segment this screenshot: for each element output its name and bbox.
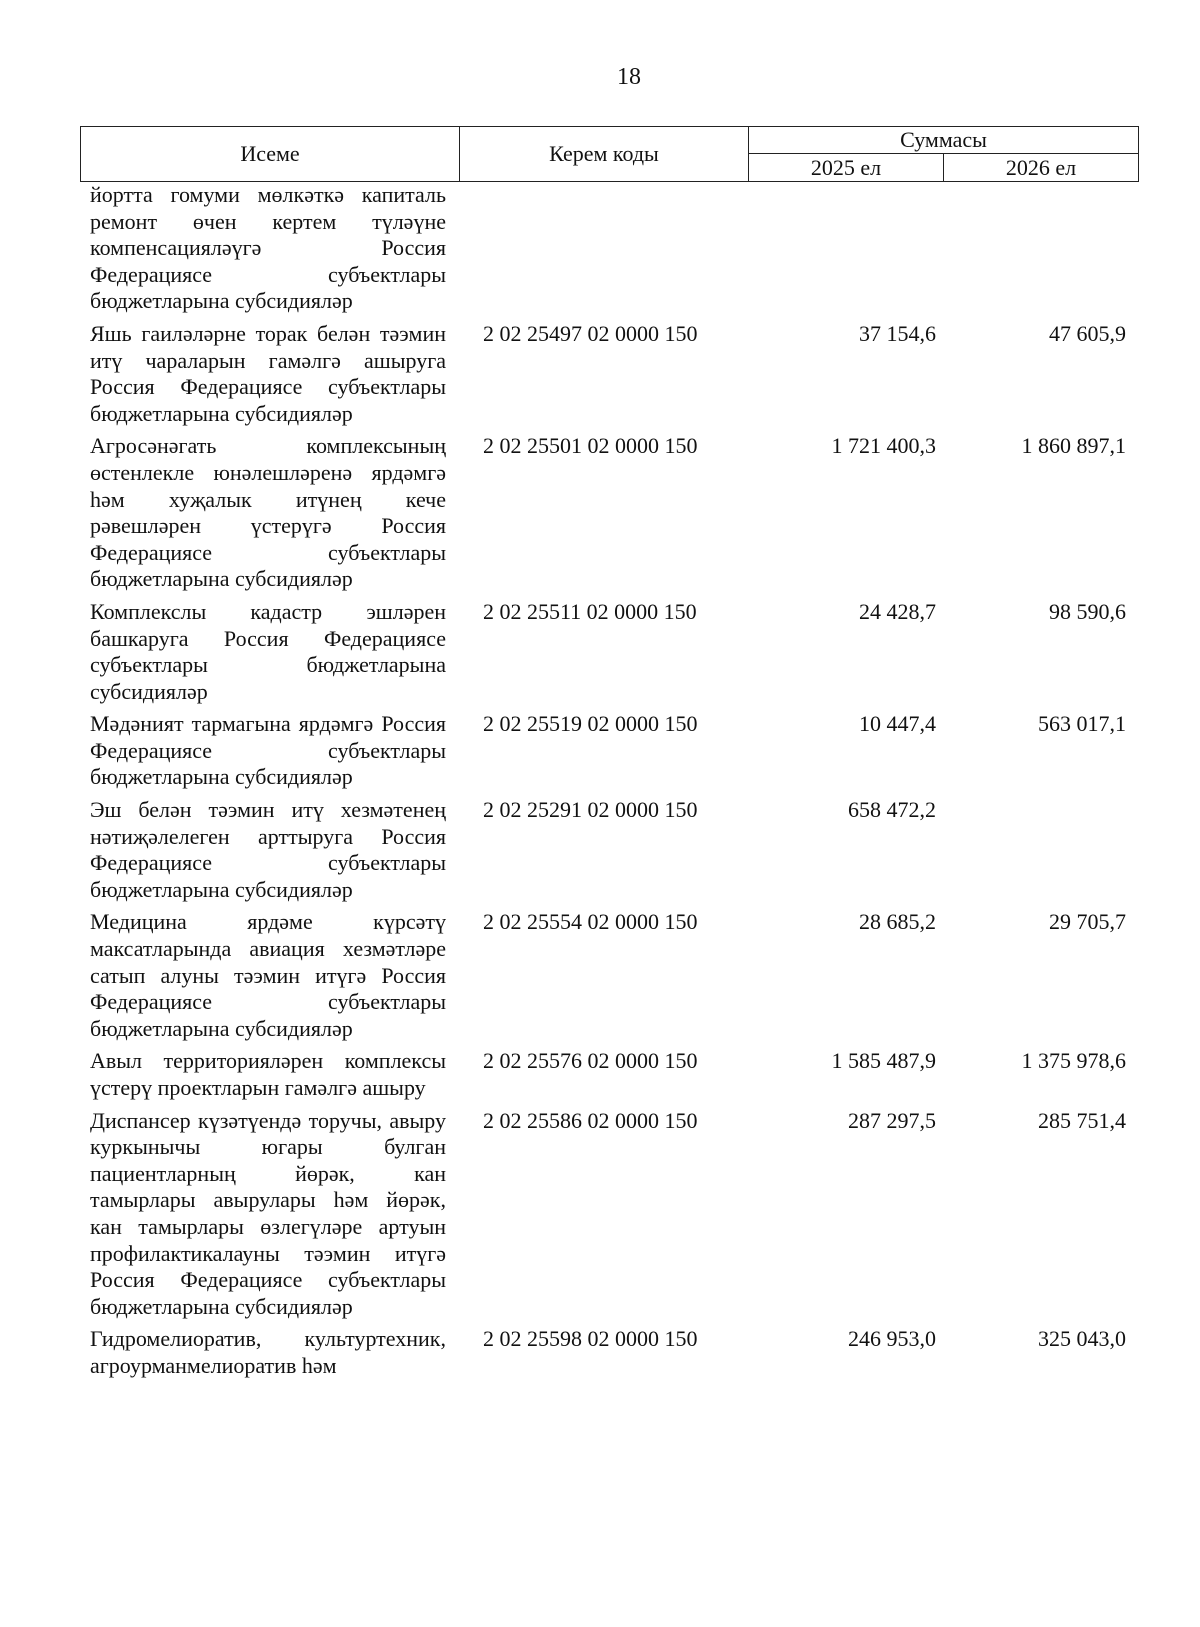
row-code: 2 02 25586 02 0000 150: [483, 1107, 698, 1133]
row-code: [446, 182, 746, 315]
page-number: 18: [617, 64, 641, 90]
row-value-2025: 10 447,4: [859, 711, 936, 737]
row-name: йортта гомуми мөлкәткә капиталь ремонт өчен кертем түләүне компенсацияләүгә Россия Федерациясе субъектлары бюджетларына субсидияләр: [90, 182, 446, 314]
row-name: Диспансер күзәтүендә торучы, авыру куркынычы югары булган пациентларның йөрәк, кан тамырлары авырулары һәм йөрәк, кан тамырлары өзлегүләре артуын профилактикалауны тәэмин итүгә Россия Федерациясе субъектлары бюджетларына субсидияләр: [90, 1107, 446, 1319]
row-value-2025: [746, 182, 936, 315]
row-name: Авыл территорияләрен комплексы үстерү проектларын гамәлгә ашыру: [90, 1048, 446, 1100]
row-value-2025: 37 154,6: [859, 320, 936, 346]
row-value-2025: 1 721 400,3: [831, 433, 936, 459]
row-value-2026: 98 590,6: [1049, 598, 1126, 624]
row-value-2026: 285 751,4: [1038, 1107, 1126, 1133]
row-name: Комплекслы кадастр эшләрен башкаруга Россия Федерациясе субъектлары бюджетларына субсидияләр: [90, 598, 446, 704]
row-value-2026: 325 043,0: [1038, 1326, 1126, 1352]
column-header-code: Керем коды: [460, 127, 749, 182]
row-value-2026: 1 375 978,6: [1021, 1048, 1126, 1074]
row-name: Гидромелиоратив, культуртехник, агроурманмелиоратив һәм: [90, 1326, 446, 1378]
column-header-2025: 2025 ел: [749, 154, 944, 182]
table-row: [80, 1108, 1139, 1321]
row-value-2026: 1 860 897,1: [1021, 433, 1126, 459]
row-code: 2 02 25598 02 0000 150: [483, 1326, 698, 1352]
row-value-2025: 287 297,5: [848, 1107, 936, 1133]
table-row: [80, 711, 1139, 791]
row-name: Эш белән тәэмин итү хезмәтенең нәтиҗәлелеген арттыруга Россия Федерациясе субъектлары бюджетларына субсидияләр: [90, 797, 446, 902]
row-code: 2 02 25519 02 0000 150: [483, 711, 698, 737]
row-code: 2 02 25501 02 0000 150: [483, 433, 698, 459]
row-name: Медицина ярдәме күрсәтү максатларында авиация хезмәтләре сатып алуны тәэмин итүгә Россия Федерациясе субъектлары бюджетларына субсидияләр: [90, 909, 446, 1041]
row-name: Яшь гаиләләрне торак белән тәэмин итү чараларын гамәлгә ашыруга Россия Федерациясе субъектлары бюджетларына субсидияләр: [90, 320, 446, 426]
table-row: [80, 321, 1139, 427]
row-name: Мәдәният тармагына ярдәмгә Россия Федерациясе субъектлары бюджетларына субсидияләр: [90, 711, 446, 790]
table-body: [80, 182, 1139, 1386]
row-value-2026: [936, 797, 1126, 903]
table-row: [80, 1048, 1139, 1101]
row-code: 2 02 25511 02 0000 150: [483, 598, 697, 624]
row-value-2025: 1 585 487,9: [831, 1048, 936, 1074]
row-value-2026: [936, 182, 1126, 315]
table-row: [80, 1326, 1139, 1379]
row-code: 2 02 25554 02 0000 150: [483, 909, 698, 935]
table-row: [80, 433, 1139, 593]
table-row: [80, 909, 1139, 1042]
row-name: Агросәнәгать комплексының өстенлекле юнәлешләренә ярдәмгә һәм хуҗалык итүнең кече рәвешләрен үстерүгә Россия Федерациясе субъектлары бюджетларына субсидияләр: [90, 433, 446, 592]
row-value-2026: 29 705,7: [1049, 909, 1126, 935]
row-value-2025: 28 685,2: [859, 909, 936, 935]
column-header-2026: 2026 ел: [944, 154, 1139, 182]
table-row: [80, 797, 1139, 903]
column-header-sum: Суммасы: [749, 127, 1139, 154]
row-value-2025: 246 953,0: [848, 1326, 936, 1352]
table-row: [80, 599, 1139, 705]
column-header-name: Исеме: [81, 127, 460, 182]
row-value-2025: 658 472,2: [848, 797, 936, 823]
row-value-2026: 563 017,1: [1038, 711, 1126, 737]
table-row: [80, 182, 1139, 315]
row-code: 2 02 25291 02 0000 150: [483, 797, 698, 823]
row-value-2026: 47 605,9: [1049, 320, 1126, 346]
row-code: 2 02 25576 02 0000 150: [483, 1048, 698, 1074]
row-code: 2 02 25497 02 0000 150: [483, 320, 698, 346]
table-header: [80, 126, 1139, 182]
row-value-2025: 24 428,7: [859, 598, 936, 624]
